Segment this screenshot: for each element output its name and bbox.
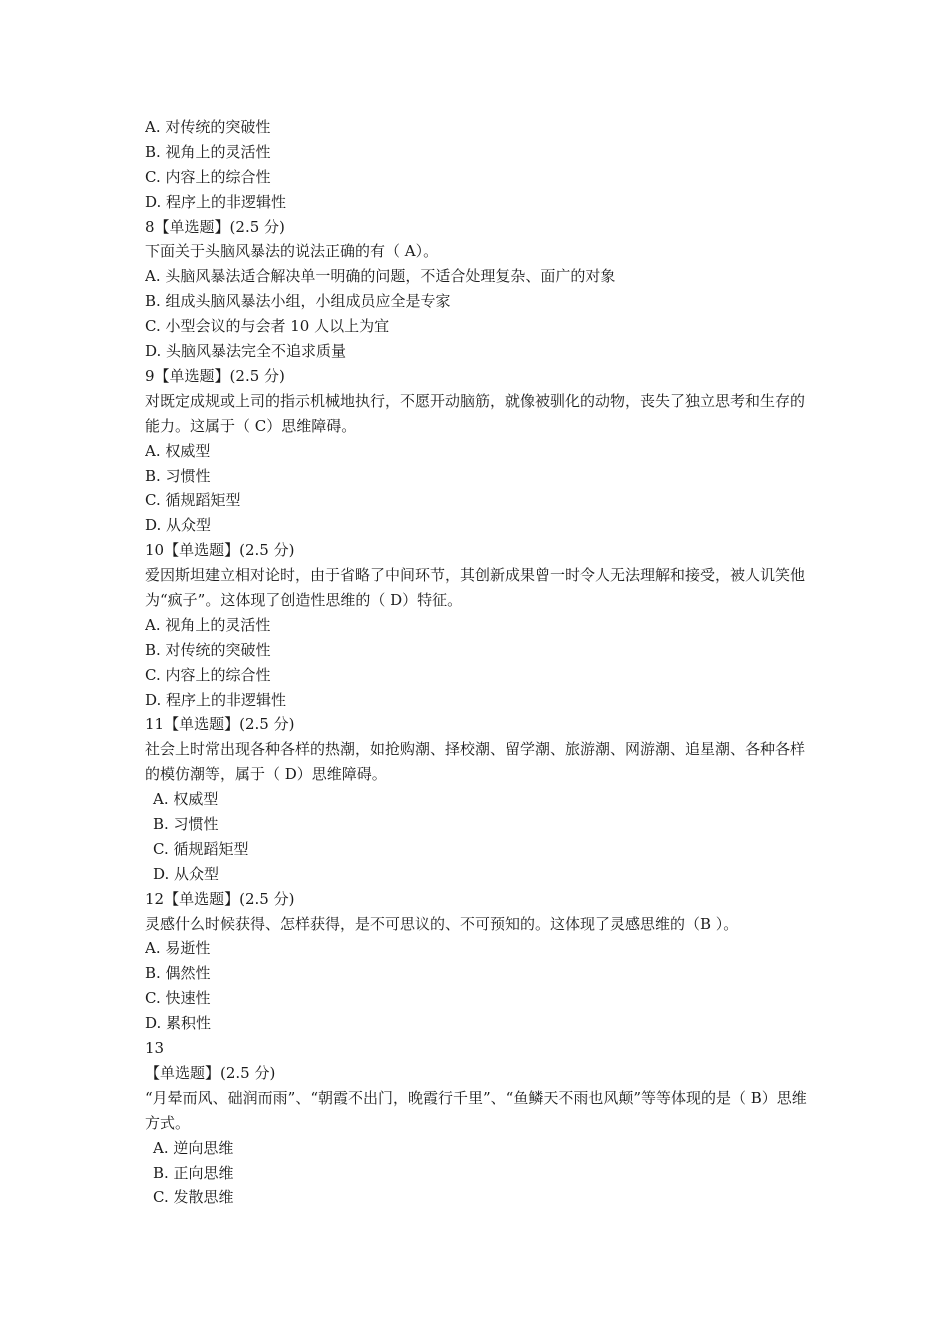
question-9-stem: 对既定成规或上司的指示机械地执行，不愿开动脑筋，就像被驯化的动物，丧失了独立思考和生存的能力。这属于（ C）思维障碍。	[145, 391, 806, 435]
question-9-option-d: D. 从众型	[145, 516, 212, 535]
option-a: A. 对传统的突破性	[145, 118, 271, 136]
question-10-stem: 爱因斯坦建立相对论时，由于省略了中间环节，其创新成果曾一时令人无法理解和接受，被人讥笑他为“疯子”。这体现了创造性思维的（ D）特征。	[145, 566, 806, 609]
question-list	[145, 115, 815, 1210]
question-8-stem: 下面关于头脑风暴法的说法正确的有（ A）。	[145, 242, 439, 261]
question-12-option-c: C. 快速性	[145, 989, 211, 1008]
question-9-header: 9【单选题】(2.5 分)	[145, 366, 285, 385]
question-13-option-a: A. 逆向思维	[153, 1138, 234, 1157]
question-10-option-a: A. 视角上的灵活性	[145, 615, 271, 634]
question-9-option-c: C. 循规蹈矩型	[145, 491, 241, 510]
question-11-option-b: B. 习惯性	[153, 815, 219, 834]
question-11-option-d: D. 从众型	[153, 864, 220, 883]
question-8-option-c: C. 小型会议的与会者 10 人以上为宜	[145, 317, 390, 336]
question-10-option-b: B. 对传统的突破性	[145, 640, 271, 659]
question-12-option-b: B. 偶然性	[145, 964, 211, 983]
question-13-option-c: C. 发散思维	[153, 1188, 234, 1207]
question-8-option-b: B. 组成头脑风暴法小组，小组成员应全是专家	[145, 292, 451, 311]
question-12-option-a: A. 易逝性	[145, 939, 211, 958]
question-12-stem: 灵感什么时候获得、怎样获得，是不可思议的、不可预知的。这体现了灵感思维的（B ）。	[145, 914, 739, 933]
option-c: C. 内容上的综合性	[145, 167, 271, 186]
question-11-header: 11【单选题】(2.5 分)	[145, 715, 295, 734]
option-d: D. 程序上的非逻辑性	[145, 192, 287, 211]
question-9-option-a: A. 权威型	[145, 441, 211, 460]
question-10-option-c: C. 内容上的综合性	[145, 665, 271, 684]
question-8-option-a: A. 头脑风暴法适合解决单一明确的问题，不适合处理复杂、面广的对象	[145, 267, 616, 286]
question-13-stem: “月晕而风、础润而雨”、“朝霞不出门，晚霞行千里”、“鱼鳞天不雨也风颠”等等体现的是（ B）思维方式。	[145, 1088, 807, 1132]
question-10-option-d: D. 程序上的非逻辑性	[145, 690, 287, 709]
question-8-option-d: D. 头脑风暴法完全不追求质量	[145, 342, 347, 361]
question-8-header: 8【单选题】(2.5 分)	[145, 217, 285, 236]
question-13-option-b: B. 正向思维	[153, 1163, 234, 1182]
question-13-number: 13	[145, 1039, 165, 1058]
question-13-header: 【单选题】(2.5 分)	[145, 1063, 276, 1082]
question-10-header: 10【单选题】(2.5 分)	[145, 541, 295, 560]
question-11-stem: 社会上时常出现各种各样的热潮，如抢购潮、择校潮、留学潮、旅游潮、网游潮、追星潮、各种各样的模仿潮等，属于（ D）思维障碍。	[145, 740, 806, 784]
question-11-option-c: C. 循规蹈矩型	[153, 839, 249, 858]
option-b: B. 视角上的灵活性	[145, 142, 271, 161]
question-12-option-d: D. 累积性	[145, 1014, 212, 1033]
question-12-header: 12【单选题】(2.5 分)	[145, 889, 295, 908]
question-11-option-a: A. 权威型	[153, 790, 219, 809]
question-9-option-b: B. 习惯性	[145, 466, 211, 485]
